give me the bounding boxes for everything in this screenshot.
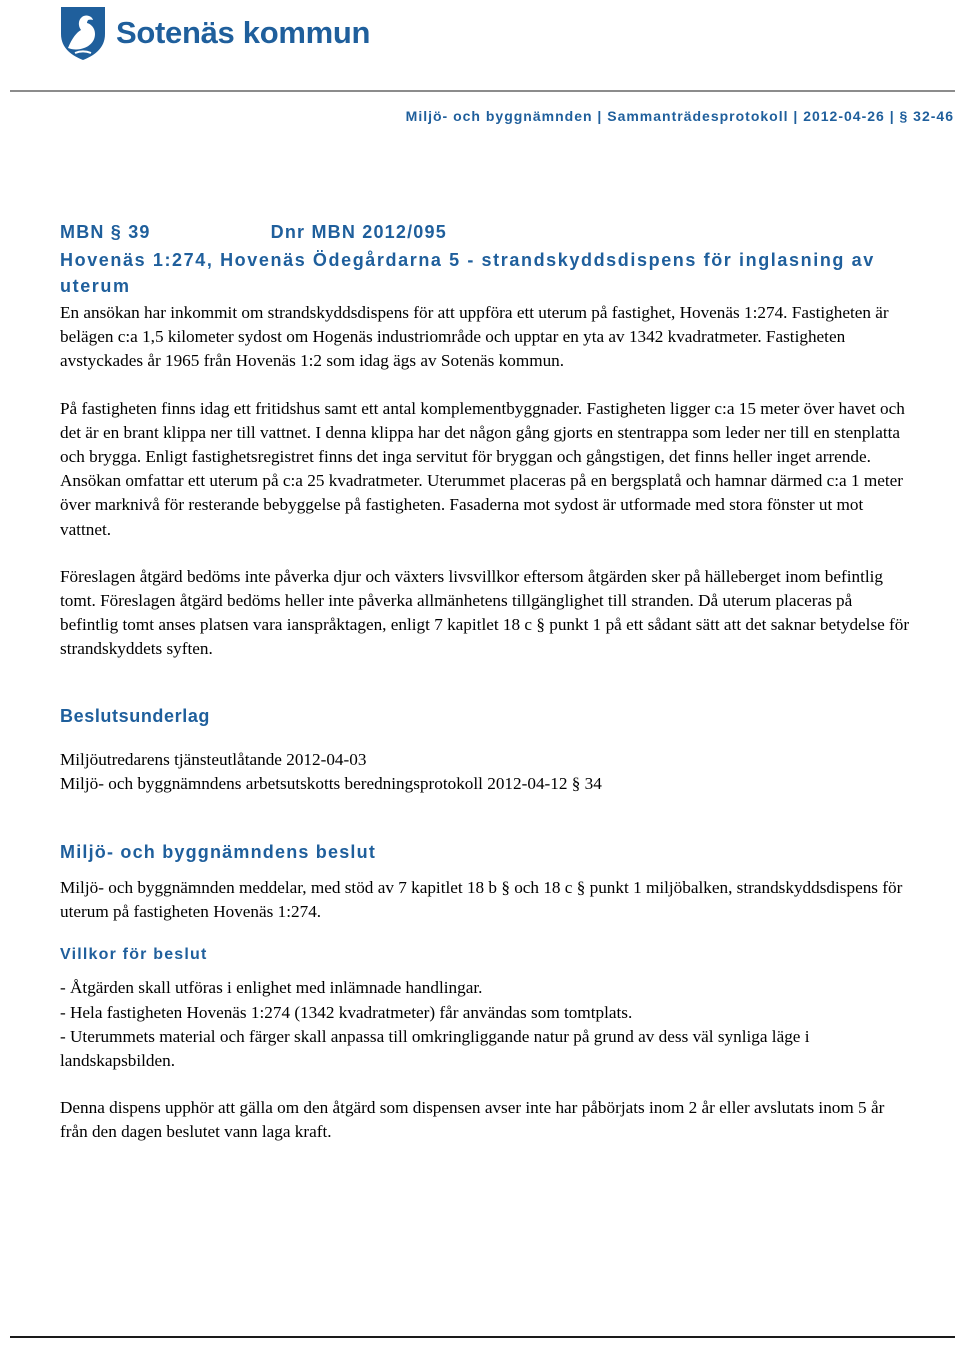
beslutsunderlag-item: Miljö- och byggnämndens arbetsutskotts beredningsprotokoll 2012-04-12 § 34: [60, 773, 602, 793]
document-header: Miljö- och byggnämnden | Sammanträdesprotokoll | 2012-04-26 | § 32-46: [405, 108, 954, 124]
sotenas-logo: [58, 4, 370, 62]
heading-beslut: Miljö- och byggnämndens beslut: [60, 842, 377, 863]
coat-of-arms-icon: [58, 4, 108, 62]
paragraph-application: En ansökan har inkommit om strandskyddsdispens för att uppföra ett uterum på fastighet, Hovenäs 1:274. Fastigheten är belägen c:a 1,5 kilometer sydost om Hogenäs industriområde och upptar en yta av 1342 kvadratmeter. Fastigheten avstyckades år 1965 från Hovenäs 1:2 som idag ägs av Sotenäs kommun.: [60, 303, 889, 371]
logo-wordmark: Sotenäs kommun: [116, 15, 371, 50]
villkor-item: - Hela fastigheten Hovenäs 1:274 (1342 kvadratmeter) får användas som tomtplats.: [60, 1002, 633, 1022]
case-number: MBN § 39: [60, 222, 151, 242]
paragraph-assessment: Föreslagen åtgärd bedöms inte påverka djur och växters livsvillkor eftersom åtgärden sker på hälleberget inom befintlig tomt. Föreslagen åtgärd bedöms heller inte påverka allmänhetens tillgänglighet till stranden. Då uterum placeras på befintlig tomt anses platsen vara ianspråktagen, enligt 7 kapitlet 18 c § punkt 1 på ett sådant sätt att det saknar betydelse för strandskyddets syften.: [60, 566, 910, 659]
beslut-text: Miljö- och byggnämnden meddelar, med stöd av 7 kapitlet 18 b § och 18 c § punkt 1 miljöbalken, strandskyddsdispens för uterum på fastigheten Hovenäs 1:274.: [60, 878, 903, 922]
villkor-item: - Åtgärden skall utföras i enlighet med inlämnade handlingar.: [60, 978, 483, 998]
case-dnr: Dnr MBN 2012/095: [270, 222, 447, 242]
heading-beslutsunderlag: Beslutsunderlag: [60, 705, 211, 726]
villkor-list: [60, 976, 910, 1073]
document-body: [60, 222, 910, 1145]
beslutsunderlag-item: Miljöutredarens tjänsteutlåtande 2012-04-03: [60, 749, 367, 769]
heading-villkor: Villkor för beslut: [60, 946, 208, 964]
footer-divider: [10, 1336, 955, 1338]
beslutsunderlag-list: [60, 748, 910, 796]
case-title: Hovenäs 1:274, Hovenäs Ödegårdarna 5 - strandskyddsdispens för inglasning av uterum: [60, 250, 875, 296]
villkor-item: - Uterummets material och färger skall anpassa till omkringliggande natur på grund av dess väl synliga läge i landskapsbilden.: [60, 1026, 810, 1071]
header-divider: [10, 90, 955, 92]
closing-paragraph: Denna dispens upphör att gälla om den åtgärd som dispensen avser inte har påbörjats inom 2 år eller avslutats inom 5 år från den dagen beslutet vann laga kraft.: [60, 1098, 885, 1142]
case-reference: [60, 222, 910, 243]
paragraph-property: På fastigheten finns idag ett fritidshus samt ett antal komplementbyggnader. Fastigheten ligger c:a 15 meter över havet och det är en brant klippa ner till vattnet. I denna klippa har det någon gång gjorts en stentrappa som leder ner till en stenplatta och brygga. Enligt fastighetsregistret finns det inga servitut för bryggan och gångstigen, det finns heller inget arrende. Ansökan omfattar ett uterum på c:a 25 kvadratmeter. Uterummet placeras på en bergsplatå och hamnar därmed c:a 1 meter över marknivå för resterande bebyggelse på fastigheten. Fasaderna mot sydost är utformade med stora fönster ut mot vattnet.: [60, 398, 905, 539]
